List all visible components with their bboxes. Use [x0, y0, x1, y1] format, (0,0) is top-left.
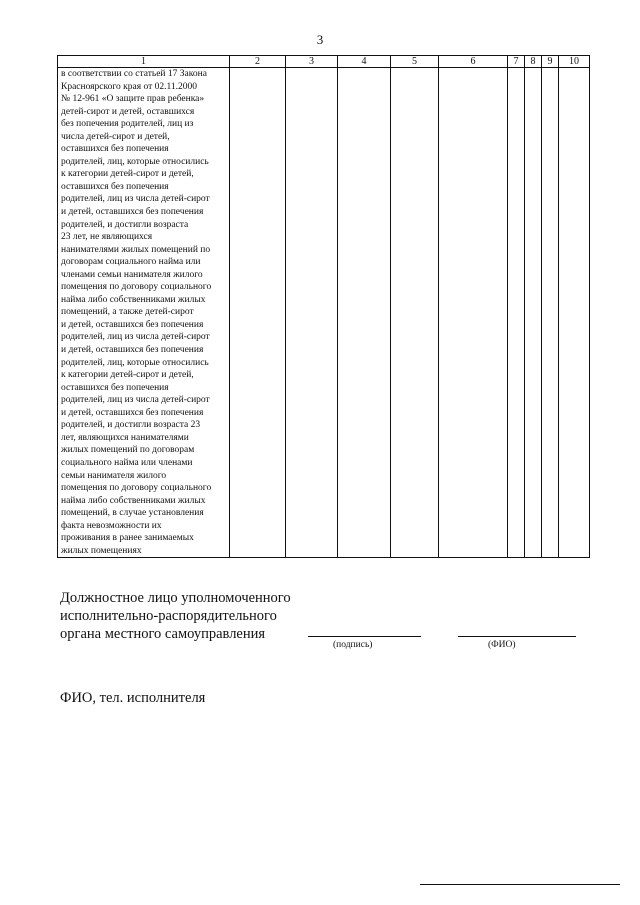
official-line: Должностное лицо уполномоченного [60, 590, 291, 606]
column-header: 5 [391, 56, 439, 68]
description-line: проживания в ранее занимаемых [61, 533, 194, 544]
description-line: 23 лет, не являющихся [61, 232, 153, 243]
column-header: 1 [58, 56, 230, 68]
page-number: 3 [316, 32, 324, 47]
data-table [57, 55, 590, 558]
description-line: договорам социального найма или [61, 257, 201, 268]
description-line: найма либо собственниками жилых [61, 495, 206, 506]
column-header: 10 [559, 56, 590, 68]
table-header-row [58, 56, 590, 68]
description-line: нанимателями жилых помещений по [61, 244, 211, 255]
description-line: социального найма или членами [61, 457, 193, 468]
column-header: 6 [439, 56, 508, 68]
description-line: помещения по договору социального [61, 483, 212, 494]
table-cell [508, 68, 525, 558]
description-line: родителей, лиц из числа детей-сирот [61, 194, 210, 205]
description-line: помещения по договору социального [61, 282, 212, 293]
table-row [58, 68, 590, 558]
description-line: детей-сирот и детей, оставшихся [61, 106, 195, 117]
description-line: найма либо собственниками жилых [61, 294, 206, 305]
table-cell [391, 68, 439, 558]
bottom-divider [420, 884, 620, 885]
description-line: жилых помещений по договорам [61, 445, 195, 456]
description-line: помещений, в случае установления [61, 508, 204, 519]
column-header: 8 [525, 56, 542, 68]
signature-line [308, 636, 421, 637]
description-line: членами семьи нанимателя жилого [61, 269, 203, 280]
description-line: и детей, оставшихся без попечения [61, 345, 204, 356]
table-cell [286, 68, 338, 558]
table-cell [338, 68, 391, 558]
description-line: родителей, и достигли возраста [61, 219, 189, 230]
description-line: родителей, лиц, которые относились [61, 156, 209, 167]
description-line: оставшихся без попечения [61, 382, 169, 393]
description-line: лет, являющихся нанимателями [61, 432, 189, 443]
column-header: 2 [230, 56, 286, 68]
table-cell [542, 68, 559, 558]
column-header: 9 [542, 56, 559, 68]
fio-caption: (ФИО) [488, 640, 516, 650]
signature-caption: (подпись) [333, 640, 373, 650]
description-line: Красноярского края от 02.11.2000 [61, 81, 198, 92]
description-line: оставшихся без попечения [61, 181, 169, 192]
description-line: родителей, лиц из числа детей-сирот [61, 332, 210, 343]
description-line: и детей, оставшихся без попечения [61, 407, 204, 418]
description-line: в соответствии со статьей 17 Закона [61, 69, 207, 79]
official-line: исполнительно-распорядительного [60, 608, 277, 624]
description-line: числа детей-сирот и детей, [61, 131, 170, 142]
table-cell [559, 68, 590, 558]
description-line: и детей, оставшихся без попечения [61, 319, 204, 330]
description-line: родителей, и достигли возраста 23 [61, 420, 201, 431]
description-line: без попечения родителей, лиц из [61, 119, 194, 130]
table-cell-description [58, 68, 230, 558]
description-line: оставшихся без попечения [61, 144, 169, 155]
description-line: и детей, оставшихся без попечения [61, 207, 204, 218]
description-line: № 12-961 «О защите прав ребенка» [61, 94, 205, 105]
column-header: 7 [508, 56, 525, 68]
description-line: семьи нанимателя жилого [61, 470, 167, 481]
description-line: родителей, лиц, которые относились [61, 357, 209, 368]
table-cell [230, 68, 286, 558]
description-line: к категории детей-сирот и детей, [61, 370, 194, 381]
fio-line [458, 636, 576, 637]
description-line: жилых помещениях [61, 545, 142, 556]
table-cell [439, 68, 508, 558]
description-line: к категории детей-сирот и детей, [61, 169, 194, 180]
executor-label: ФИО, тел. исполнителя [60, 690, 206, 706]
column-header: 3 [286, 56, 338, 68]
description-line: родителей, лиц из числа детей-сирот [61, 395, 210, 406]
description-line: факта невозможности их [61, 520, 162, 531]
table-cell [525, 68, 542, 558]
description-line: помещений, а также детей-сирот [61, 307, 194, 318]
official-line: органа местного самоуправления [60, 626, 266, 642]
official-block [60, 589, 291, 643]
column-header: 4 [338, 56, 391, 68]
